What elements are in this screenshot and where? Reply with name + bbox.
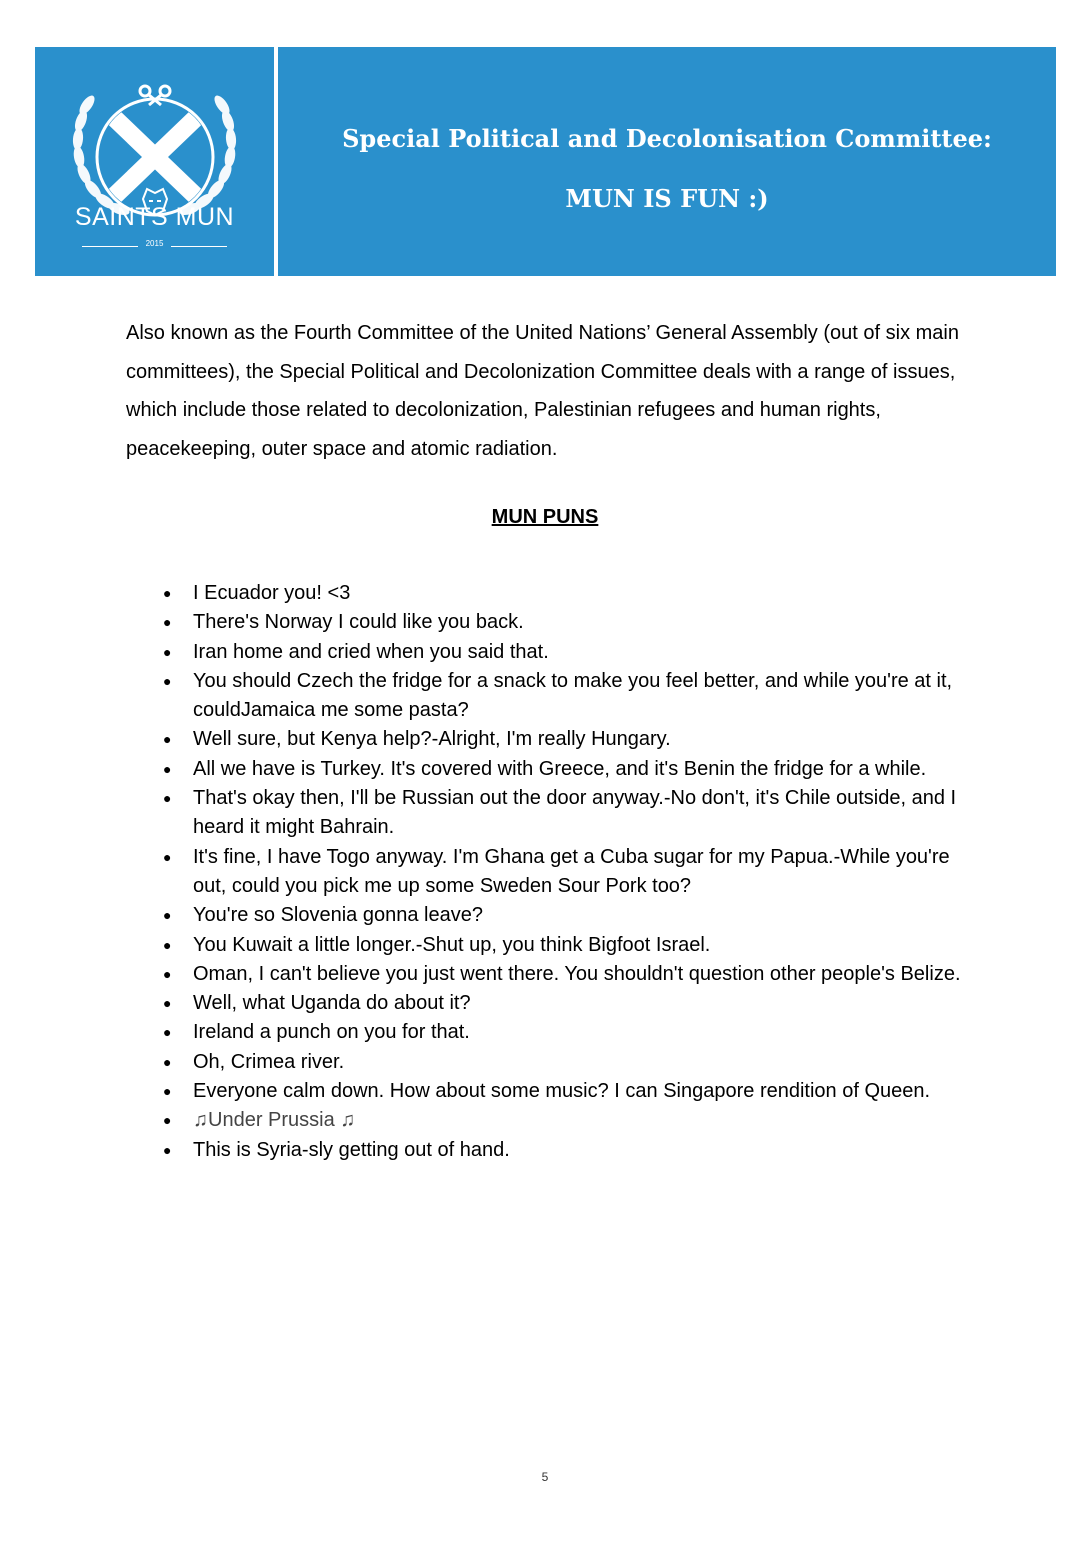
intro-paragraph: Also known as the Fourth Committee of the United Nations’ General Assembly (out of six main committees), the Special Political and Decolonization Committee deals with a range of issues, which include those related to decolonization, Palestinian refugees and human rights, peacekeeping, outer space and atomic radiation.	[126, 322, 959, 460]
logo-year: 2015	[145, 239, 164, 248]
bullet-icon: ●	[163, 672, 172, 689]
saltire-globe-icon	[97, 99, 213, 215]
list-item	[158, 1018, 978, 1047]
bullet-icon: ●	[163, 1053, 172, 1070]
bullet-icon: ●	[163, 585, 172, 601]
list-item-text: Ireland a punch on you for that.	[193, 1021, 470, 1044]
bullet-icon: ●	[163, 1112, 172, 1129]
list-item	[158, 1136, 978, 1165]
bullet-icon: ●	[163, 760, 172, 777]
list-item	[158, 1048, 978, 1077]
bullet-icon: ●	[163, 848, 172, 865]
committee-subtitle: MUN IS FUN :)	[565, 184, 769, 213]
list-item-text: You're so Slovenia gonna leave?	[193, 904, 483, 927]
list-item-text: Well sure, but Kenya help?-Alright, I'm really Hungary.	[193, 728, 671, 751]
list-item-text: You Kuwait a little longer.-Shut up, you think Bigfoot Israel.	[193, 933, 711, 956]
bullet-icon: ●	[163, 1024, 172, 1041]
list-item	[158, 755, 978, 784]
bullet-icon: ●	[163, 731, 172, 748]
bullet-icon: ●	[163, 1083, 172, 1100]
list-item	[158, 901, 978, 930]
list-item	[158, 638, 978, 667]
bullet-icon: ●	[163, 936, 172, 953]
puns-list	[158, 579, 978, 1165]
list-item	[158, 608, 978, 637]
crossed-keys-icon	[140, 86, 170, 105]
list-item	[158, 784, 978, 843]
logo-text: SAINTS MUN	[74, 203, 235, 231]
header-title-panel	[278, 47, 1056, 276]
list-item	[158, 931, 978, 960]
list-item-text: There's Norway I could like you back.	[193, 611, 524, 634]
list-item-text: Oman, I can't believe you just went there. You shouldn't question other people's Belize.	[193, 962, 961, 985]
list-item	[158, 960, 978, 989]
list-item	[158, 579, 978, 608]
bullet-icon: ●	[163, 1141, 172, 1158]
bullet-icon: ●	[163, 614, 172, 631]
list-item-text: All we have is Turkey. It's covered with Greece, and it's Benin the fridge for a while.	[193, 757, 927, 780]
section-heading-text: MUN PUNS	[491, 506, 599, 528]
bullet-icon: ●	[163, 995, 172, 1012]
logo-year-rule	[82, 241, 227, 251]
bullet-icon: ●	[163, 965, 172, 982]
list-item-text: That's okay then, I'll be Russian out the door anyway.-No don't, it's Chile outside, and I heard it might Bahrain.	[193, 787, 957, 839]
committee-title: Special Political and Decolonisation Committee:	[342, 124, 992, 153]
list-item-text: Iran home and cried when you said that.	[193, 640, 549, 663]
list-item-text: Everyone calm down. How about some music? I can Singapore rendition of Queen.	[193, 1080, 931, 1103]
list-item	[158, 725, 978, 754]
list-item	[158, 1077, 978, 1106]
list-item-text: You should Czech the fridge for a snack to make you feel better, and while you're at it, couldJamaica me some pasta?	[193, 669, 953, 722]
bullet-icon: ●	[163, 907, 172, 924]
list-item-text: Well, what Uganda do about it?	[193, 992, 471, 1015]
section-heading	[0, 505, 1090, 529]
bullet-icon: ●	[163, 643, 172, 660]
list-item-text: It's fine, I have Togo anyway. I'm Ghana get a Cuba sugar for my Papua.-While you're out, could you pick me up some Sweden Sour Pork too?	[193, 845, 950, 897]
list-item	[158, 989, 978, 1018]
logo-panel	[35, 47, 274, 276]
list-item	[158, 667, 978, 726]
list-item-text: I Ecuador you! <3	[193, 582, 351, 604]
page-number: 5	[541, 1470, 549, 1484]
list-item-text: Oh, Crimea river.	[193, 1050, 345, 1073]
list-item	[158, 1106, 978, 1135]
list-item-text: ♫Under Prussia ♫	[193, 1109, 356, 1132]
list-item	[158, 843, 978, 902]
bullet-icon: ●	[163, 790, 172, 807]
list-item-text: This is Syria-sly getting out of hand.	[193, 1138, 510, 1161]
